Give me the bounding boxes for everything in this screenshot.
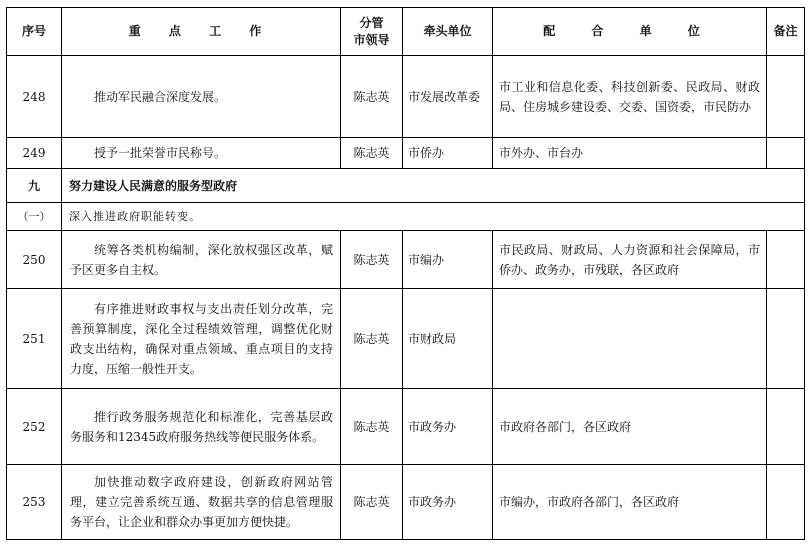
row-lead-unit: 市财政局	[403, 289, 493, 389]
row-num: 253	[7, 465, 62, 540]
header-work: 重 点 工 作	[62, 8, 341, 56]
row-work: 授予一批荣誉市民称号。	[62, 138, 341, 169]
row-lead-unit: 市发展改革委	[403, 56, 493, 138]
row-note	[767, 289, 805, 389]
subsection-title: 深入推进政府职能转变。	[62, 203, 805, 231]
row-leader: 陈志英	[341, 56, 403, 138]
row-coop: 市政府各部门，各区政府	[493, 389, 767, 465]
header-lead-unit: 牵头单位	[403, 8, 493, 56]
table-row	[7, 231, 805, 289]
row-coop: 市民政局、财政局、人力资源和社会保障局，市侨办、政务办，市残联，各区政府	[493, 231, 767, 289]
row-coop: 市外办、市台办	[493, 138, 767, 169]
header-note: 备注	[767, 8, 805, 56]
row-coop: 市编办，市政府各部门，各区政府	[493, 465, 767, 540]
row-lead-unit: 市侨办	[403, 138, 493, 169]
row-lead-unit: 市政务办	[403, 389, 493, 465]
section-num: 九	[7, 169, 62, 203]
row-work: 统筹各类机构编制，深化放权强区改革，赋予区更多自主权。	[62, 231, 341, 289]
row-leader: 陈志英	[341, 465, 403, 540]
row-work: 加快推动数字政府建设，创新政府网站管理，建立完善系统互通、数据共享的信息管理服务平台，让企业和群众办事更加方便快捷。	[62, 465, 341, 540]
row-note	[767, 389, 805, 465]
section-row	[7, 169, 805, 203]
row-note	[767, 231, 805, 289]
row-coop	[493, 289, 767, 389]
row-note	[767, 138, 805, 169]
table-row	[7, 465, 805, 540]
table-row	[7, 389, 805, 465]
table-row	[7, 289, 805, 389]
row-num: 251	[7, 289, 62, 389]
header-leader	[341, 8, 403, 56]
table-row	[7, 138, 805, 169]
subsection-row	[7, 203, 805, 231]
row-note	[767, 465, 805, 540]
row-note	[767, 56, 805, 138]
row-work: 推动军民融合深度发展。	[62, 56, 341, 138]
task-table	[6, 7, 805, 540]
row-num: 248	[7, 56, 62, 138]
row-leader: 陈志英	[341, 231, 403, 289]
table-header-row	[7, 8, 805, 56]
header-leader-line1: 分管	[359, 15, 384, 30]
row-leader: 陈志英	[341, 138, 403, 169]
row-num: 252	[7, 389, 62, 465]
row-leader: 陈志英	[341, 289, 403, 389]
header-num: 序号	[7, 8, 62, 56]
header-coop: 配 合 单 位	[493, 8, 767, 56]
header-leader-line2: 市领导	[353, 32, 390, 47]
row-work: 有序推进财政事权与支出责任划分改革，完善预算制度，深化全过程绩效管理，调整优化财政支出结构，确保对重点领域、重点项目的支持力度，压缩一般性开支。	[62, 289, 341, 389]
row-leader: 陈志英	[341, 389, 403, 465]
row-num: 250	[7, 231, 62, 289]
section-title: 努力建设人民满意的服务型政府	[62, 169, 805, 203]
row-num: 249	[7, 138, 62, 169]
row-lead-unit: 市政务办	[403, 465, 493, 540]
subsection-num: （一）	[7, 203, 62, 231]
row-coop: 市工业和信息化委、科技创新委、民政局、财政局、住房城乡建设委、交委、国资委，市民防办	[493, 56, 767, 138]
row-lead-unit: 市编办	[403, 231, 493, 289]
row-work: 推行政务服务规范化和标准化，完善基层政务服务和12345政府服务热线等便民服务体系。	[62, 389, 341, 465]
table-row	[7, 56, 805, 138]
